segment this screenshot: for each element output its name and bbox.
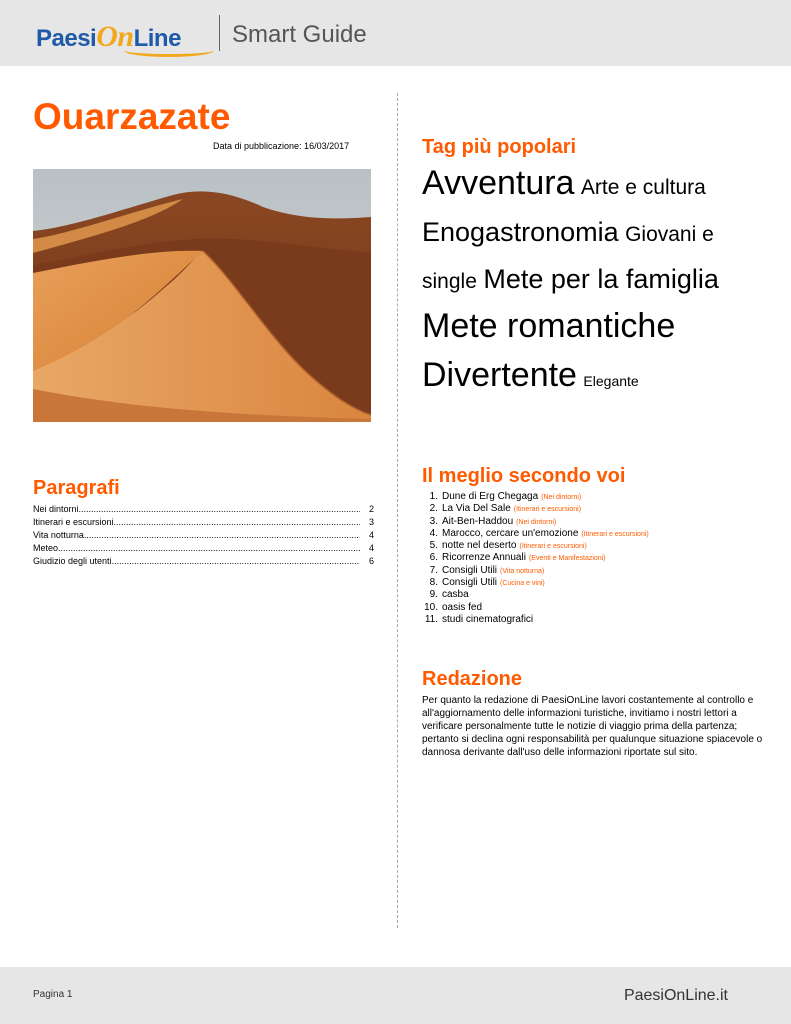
list-item[interactable]: [422, 577, 767, 589]
toc-leader: [79, 503, 360, 516]
paragrafi-heading: Paragrafi: [33, 477, 120, 499]
item-name: Consigli Utili: [442, 564, 498, 576]
toc-leader: [84, 529, 360, 542]
toc-page: 4: [368, 530, 374, 540]
item-number: 3.: [429, 515, 438, 527]
redazione-heading: Redazione: [422, 668, 523, 690]
tag-link[interactable]: Arte e cultura: [580, 176, 706, 199]
list-item[interactable]: [422, 516, 767, 528]
item-name: oasis fed: [442, 601, 483, 613]
publication-date: Data di pubblicazione: 16/03/2017: [213, 141, 350, 151]
list-item[interactable]: [422, 614, 767, 626]
header-subtitle: Smart Guide: [232, 21, 367, 48]
tag-link[interactable]: Divertente: [422, 356, 577, 394]
list-item[interactable]: [422, 503, 767, 515]
item-category: (Nei dintorni): [516, 518, 557, 526]
toc-label: Nei dintorni: [33, 504, 79, 514]
toc-label: Vita notturna: [33, 530, 84, 540]
best-list: [422, 491, 767, 626]
item-number: 1.: [429, 491, 438, 502]
item-number: 10.: [424, 601, 438, 613]
tags-heading: Tag più popolari: [422, 136, 577, 158]
best-heading: Il meglio secondo voi: [422, 465, 626, 487]
logo-text-left: Paesi: [36, 25, 97, 52]
item-name: studi cinematografici: [442, 613, 534, 625]
desert-dunes-photo: [33, 169, 371, 422]
tag-link[interactable]: Enogastronomia: [422, 217, 619, 247]
item-number: 9.: [429, 589, 438, 601]
item-name: Dune di Erg Chegaga: [442, 491, 539, 502]
page-title: Ouarzazate: [33, 96, 231, 137]
item-number: 6.: [429, 552, 438, 564]
tag-link[interactable]: Mete romantiche: [422, 307, 676, 345]
toc-leader: [114, 516, 360, 529]
toc-row[interactable]: [33, 503, 374, 516]
item-number: 7.: [429, 564, 438, 576]
item-name: casba: [442, 589, 469, 601]
item-number: 11.: [424, 613, 438, 625]
list-item[interactable]: [422, 540, 767, 552]
toc-leader: [112, 555, 360, 568]
item-category: (Itinerari e escursioni): [581, 530, 649, 538]
tag-cloud: [422, 162, 767, 403]
tag-link[interactable]: Mete per la famiglia: [483, 264, 719, 294]
toc-page: 6: [368, 556, 374, 566]
item-name: notte nel deserto: [442, 540, 517, 552]
item-category: (Nei dintorni): [541, 494, 582, 501]
item-name: Ait-Ben-Haddou: [442, 515, 514, 527]
item-name: Consigli Utili: [442, 577, 498, 589]
item-number: 2.: [429, 503, 438, 515]
list-item[interactable]: [422, 491, 767, 503]
item-category: (Cucina e vini): [500, 580, 545, 588]
page-number: Pagina 1: [33, 989, 73, 1000]
item-category: (Eventi e Manifestazioni): [528, 555, 606, 563]
list-item[interactable]: [422, 565, 767, 577]
item-number: 4.: [429, 527, 438, 539]
item-name: La Via Del Sale: [442, 503, 511, 515]
toc-label: Giudizio degli utenti: [33, 556, 112, 566]
logo-swoosh: [124, 44, 214, 57]
toc-row[interactable]: [33, 529, 374, 542]
item-category: (Vita notturna): [500, 567, 545, 575]
list-item[interactable]: [422, 602, 767, 614]
toc-row[interactable]: [33, 542, 374, 555]
column-divider: [397, 93, 398, 928]
site-link[interactable]: PaesiOnLine.it: [623, 987, 728, 1004]
toc-label: Meteo: [33, 543, 59, 553]
page-footer: [0, 967, 791, 1024]
toc-row[interactable]: [33, 516, 374, 529]
redazione-disclaimer: Per quanto la redazione di PaesiOnLine lavori costantemente al controllo e all'aggiornamento delle informazioni turistiche, invitiamo i nostri lettori a verificare personalmente tutte le notizie di viaggio prima della partenza; pertanto si declina ogni responsabilità per qualunque situazione spiacevole o dannosa derivante dall'uso delle informazioni riportate sul sito.: [422, 695, 763, 758]
toc-page: 2: [368, 504, 374, 514]
item-number: 5.: [429, 540, 438, 552]
item-category: (Itinerari e escursioni): [519, 543, 587, 551]
toc-leader: [58, 542, 360, 555]
paesionline-logo[interactable]: [36, 14, 206, 58]
item-category: (Itinerari e escursioni): [513, 506, 582, 514]
item-name: Ricorrenze Annuali: [442, 552, 526, 564]
page-header: [0, 0, 791, 66]
header-divider: [219, 15, 220, 51]
list-item[interactable]: [422, 589, 767, 601]
toc-label: Itinerari e escursioni: [33, 517, 114, 527]
tag-link[interactable]: Avventura: [422, 164, 575, 202]
tag-link[interactable]: Elegante: [583, 373, 639, 389]
tag-link[interactable]: Giovani e single: [422, 223, 714, 293]
toc-row[interactable]: [33, 555, 374, 568]
logo-text-right: Line: [133, 25, 181, 52]
item-number: 8.: [429, 577, 438, 589]
item-name: Marocco, cercare un'emozione: [442, 527, 579, 539]
list-item[interactable]: [422, 552, 767, 564]
list-item[interactable]: [422, 528, 767, 540]
paragrafi-toc: [33, 503, 374, 568]
logo-text-mid: On: [96, 20, 134, 53]
toc-page: 4: [368, 543, 374, 553]
toc-page: 3: [368, 517, 374, 527]
